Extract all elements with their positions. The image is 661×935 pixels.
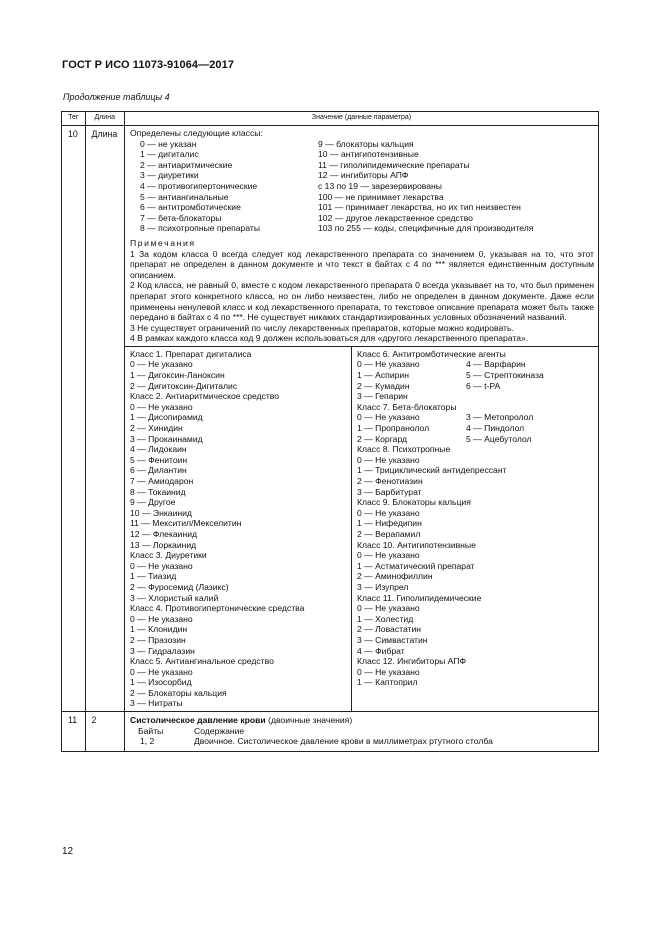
drug-item: 4 — Фибрат [357,645,405,656]
class-list-left-cell [124,346,351,711]
row-tag: 11 [68,715,78,726]
class-code-item: 6 — антитромботические [139,202,241,213]
notes-title: Примечания [129,237,196,248]
drug-item: 1 — Дисопирамид [129,412,203,423]
class-code-item: 2 — антиаритмические [139,159,233,170]
class-code-item: 10 — антигипотензивные [317,149,419,160]
drug-item: 2 — Фуросемид (Лазикс) [129,581,229,592]
note-item: 2 Код класса, не равный 0, вместе с кодом лекарственного препарата 0 всегда указывает на то, что был применен препарат этого конкретного класса, но он либо неизвестен, либо не определен в данном документе. Даже если применены ненулевой класс и код лекарственного препарата, то текстовое описание препарата может быть также передано в байтах с 4 по ***. Не существует никаких стандартизированных условных обозначений названий. [129,280,594,323]
drug-item: 0 — Не указано [357,507,420,518]
drug-item: 2 — Верапамил [357,528,421,539]
classes-grid [130,139,594,234]
drug-item: 0 — Не указано [357,666,420,677]
content-value: Двоичное. Систолическое давление крови в миллиметрах ртутного столба [193,736,493,747]
notes [130,249,594,344]
table-header-row [62,112,599,126]
drug-item: 5 — Стрептокиназа [466,370,544,381]
drug-item: 2 — Дигитоксин-Дигиталис [129,380,238,391]
drug-item: 5 — Ацебутолол [466,433,532,444]
drug-item: 4 — Пиндолол [466,423,525,434]
drug-item: 1 — Нифедипин [357,518,422,529]
parameter-table [61,111,599,752]
class-title: Класс 1. Препарат дигиталиса [129,348,252,359]
class-code-item: 9 — блокаторы кальция [317,138,414,149]
drug-item: 3 — Гепарин [357,391,408,402]
class-code-item: 12 — ингибиторы АПФ [317,170,409,181]
class7-title: Класс 7. Бета-блокаторы [357,401,457,412]
column-header-tag: Тег [62,112,86,126]
class-title: Класс 9. Блокаторы кальция [357,497,471,508]
drug-item: 1 — Трициклический антидепрессант [357,465,507,476]
class-title: Класс 12. Ингибиторы АПФ [357,656,467,667]
class-title: Класс 10. Антигипотензивные [357,539,476,550]
document-header: ГОСТ Р ИСО 11073-91064—2017 [62,59,235,71]
class-code-item: 11 — гиполипидемические препараты [317,159,470,170]
drug-item: 13 — Лоркаинид [129,539,197,550]
content-header: Содержание [193,725,245,736]
class-list-right [357,444,594,688]
row11-sub-row [130,736,594,747]
note-item: 4 В рамках каждого класса код 9 должен использоваться для «другого лекарственного препарата». [129,333,529,344]
drug-item: 1 — Каптоприл [357,677,418,688]
row11-description-cell [124,712,598,752]
drug-item: 6 — t-PA [466,380,501,391]
drug-item: 0 — Не указано [129,613,193,624]
bytes-value: 1, 2 [139,736,155,747]
row11-sub-header [130,726,594,737]
class-title: Класс 2. Антиаритмическое средство [129,391,280,402]
drug-item: 0 — Не указано [129,359,193,370]
drug-item: 1 — Тиазид [129,571,177,582]
class-code-item: 8 — психотропные препараты [139,223,261,234]
drug-item: 5 — Фенитоин [129,454,188,465]
drug-item: 1 — Аспирин [357,370,409,381]
class-code-item: 3 — диуретики [139,170,199,181]
drug-item: 12 — Флекаинид [129,528,198,539]
drug-item: 11 — Мекситил/Мекселитин [129,518,242,529]
class7-items [357,412,594,444]
table-row-10 [62,126,599,347]
row-length: Длина [91,129,118,139]
drug-item: 0 — Не указано [129,401,193,412]
drug-item: 2 — Коргард [357,433,408,444]
drug-item: 1 — Дигоксин-Ланоксин [129,370,225,381]
drug-item: 3 — Изупрел [357,581,409,592]
drug-item: 8 — Токаинид [129,486,186,497]
row11-title-rest: (двоичные значения) [265,715,353,726]
bytes-header: Байты [137,725,164,736]
row-tag: 10 [68,129,78,139]
class-title: Класс 4. Противогипертонические средства [129,603,305,614]
drug-item: 9 — Другое [129,497,176,508]
drug-item: 0 — Не указано [357,359,420,370]
drug-item: 0 — Не указано [129,560,193,571]
class-code-item: 103 по 255 — коды, специфичные для производителя [317,223,534,234]
class-title: Класс 11. Гиполипидемические [357,592,482,603]
drug-item: 6 — Дилантин [129,465,187,476]
class-code-item: с 13 по 19 — зарезервированы [317,180,442,191]
drug-item [466,391,566,402]
class-code-item: 102 — другое лекарственное средство [317,212,473,223]
drug-item: 4 — Лидокаин [129,444,187,455]
drug-item: 0 — Не указано [357,412,420,423]
drug-item: 4 — Варфарин [466,359,526,370]
drug-item: 2 — Ловастатин [357,624,422,635]
class-list-right-cell [352,346,599,711]
drug-item: 0 — Не указано [129,666,193,677]
drug-item: 7 — Амиодарон [129,476,194,486]
drug-item: 1 — Холестид [357,613,414,624]
drug-item: 2 — Фенотиазин [357,476,423,486]
drug-item: 3 — Нитраты [129,698,183,709]
class-list-left [125,347,351,711]
drug-item: 2 — Аминофиллин [357,571,433,582]
drug-item: 1 — Клонидин [129,624,188,635]
drug-item: 3 — Барбитурат [357,486,422,497]
class-code-item: 7 — бета-блокаторы [139,212,222,223]
table-continuation-label: Продолжение таблицы 4 [63,92,170,102]
class-title: Класс 8. Психотропные [357,444,451,455]
class-code-item: 100 — не принимает лекарства [317,191,444,202]
drug-item: 0 — Не указано [357,550,420,561]
drug-item: 3 — Прокаинамид [129,433,203,444]
drug-item: 2 — Кумадин [357,380,410,391]
classes-intro: Определены следующие классы: [129,128,263,138]
class-title: Класс 5. Антиангинальное средство [129,656,274,667]
drug-item: 1 — Изосорбид [129,677,192,688]
class6-items [357,359,594,401]
class-title: Класс 3. Диуретики [129,550,207,561]
row10-description-cell [124,126,598,347]
drug-item: 0 — Не указано [357,603,420,614]
drug-item: 2 — Блокаторы кальция [129,687,227,698]
drug-item: 3 — Гидралазин [129,645,195,656]
column-header-length: Длина [85,112,124,126]
table-row-10-classes [62,346,599,711]
class-code-item: 101 — принимает лекарства, но их тип неизвестен [317,202,521,213]
drug-item: 3 — Хлористый калий [129,592,219,603]
class-code-item: 4 — противогипертонические [139,180,258,191]
class-code-item: 0 — не указан [139,138,197,149]
drug-item: 1 — Астматический препарат [357,560,475,571]
drug-item: 3 — Симвастатин [357,634,428,645]
note-item: 1 За кодом класса 0 всегда следует код лекарственного препарата со значением 0, указывая на то, что этот препарат не определен в данном документе и что текст в байтах с 4 по *** является единственным доступным описанием. [129,248,594,280]
row-length: 2 [91,715,97,726]
page-number: 12 [62,846,74,857]
class6-title: Класс 6. Антитромботические агенты [357,348,506,359]
note-item: 3 Не существует ограничений по числу лекарственных препаратов, которые можно кодировать. [129,322,514,333]
class-code-item: 1 — дигиталис [139,149,199,160]
drug-item: 2 — Хинидин [129,423,183,434]
drug-item: 10 — Энкаинид [129,507,192,518]
column-header-value: Значение (данные параметра) [124,112,598,126]
table-row-11 [62,712,599,752]
class-code-item: 5 — антиангинальные [139,191,229,202]
row11-title [130,715,594,726]
row11-title-bold: Систолическое давление крови [129,715,266,726]
drug-item: 1 — Пропранолол [357,423,430,434]
drug-item: 3 — Метопролол [466,412,534,423]
drug-item: 2 — Празозин [129,634,186,645]
drug-item: 0 — Не указано [357,454,420,465]
